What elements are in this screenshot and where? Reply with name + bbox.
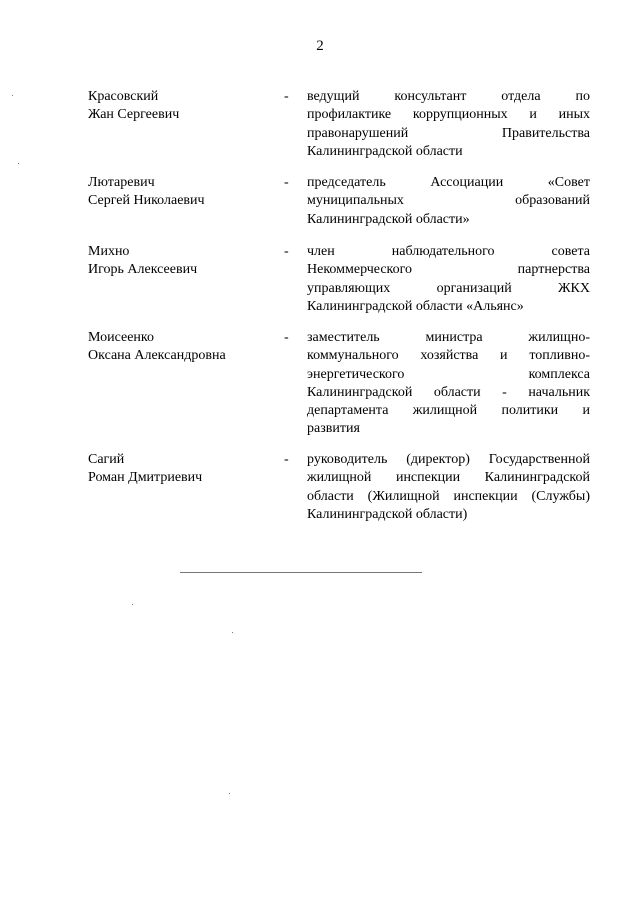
role-line: управляющих организаций ЖКХ xyxy=(307,280,590,296)
member-entry xyxy=(88,88,590,174)
role-line: области (Жилищной инспекции (Службы) xyxy=(307,488,590,504)
member-name xyxy=(88,329,284,365)
member-name xyxy=(88,88,284,124)
scan-speck xyxy=(232,632,233,633)
role-line: член наблюдательного совета xyxy=(307,244,590,259)
role-line: энергетического комплекса xyxy=(307,366,590,382)
member-entry xyxy=(88,451,590,527)
separator-dash: - xyxy=(284,330,289,345)
member-role xyxy=(307,329,590,439)
member-name xyxy=(88,451,284,487)
member-surname: Красовский xyxy=(88,89,159,104)
member-surname: Михно xyxy=(88,244,130,259)
member-role xyxy=(307,174,590,229)
member-entry xyxy=(88,174,590,243)
member-given-names: Роман Дмитриевич xyxy=(88,470,203,485)
member-given-names: Сергей Николаевич xyxy=(88,193,205,208)
role-line: руководитель (директор) Государственной xyxy=(307,452,590,467)
member-given-names: Жан Сергеевич xyxy=(88,107,180,122)
role-line: заместитель министра жилищно- xyxy=(307,330,590,345)
member-given-names: Игорь Алексеевич xyxy=(88,262,198,277)
member-name xyxy=(88,243,284,279)
role-line: Калининградской области xyxy=(307,143,463,159)
member-name xyxy=(88,174,284,210)
scan-speck xyxy=(132,604,133,605)
role-line: профилактике коррупционных и иных xyxy=(307,107,590,123)
role-line: председатель Ассоциации «Совет xyxy=(307,175,590,190)
role-line: Некоммерческого партнерства xyxy=(307,262,590,278)
separator-dash: - xyxy=(284,89,289,104)
member-role xyxy=(307,451,590,524)
scan-speck xyxy=(18,163,19,164)
page-number: 2 xyxy=(316,38,324,54)
scan-speck xyxy=(229,793,230,794)
separator-dash: - xyxy=(284,175,289,190)
closing-rule xyxy=(180,572,422,573)
separator-dash: - xyxy=(284,244,289,259)
role-line: коммунального хозяйства и топливно- xyxy=(307,348,590,364)
role-line: жилищной инспекции Калининградской xyxy=(307,470,590,486)
role-line: правонарушений Правительства xyxy=(307,125,590,141)
role-line: Калининградской области) xyxy=(307,506,468,522)
separator-dash: - xyxy=(284,452,289,467)
role-line: развития xyxy=(307,421,360,437)
member-list xyxy=(88,88,590,527)
member-role xyxy=(307,243,590,316)
scan-speck xyxy=(12,95,13,96)
member-entry xyxy=(88,329,590,451)
member-role xyxy=(307,88,590,161)
role-line: Калининградской области - начальник xyxy=(307,384,590,400)
role-line: муниципальных образований xyxy=(307,193,590,209)
member-surname: Сагий xyxy=(88,452,125,467)
role-line: ведущий консультант отдела по xyxy=(307,89,590,104)
member-given-names: Оксана Александровна xyxy=(88,348,226,363)
role-line: Калининградской области «Альянс» xyxy=(307,298,524,314)
member-surname: Лютаревич xyxy=(88,175,155,190)
role-line: департамента жилищной политики и xyxy=(307,403,590,419)
member-surname: Моисеенко xyxy=(88,330,154,345)
role-line: Калининградской области» xyxy=(307,211,470,227)
member-entry xyxy=(88,243,590,329)
